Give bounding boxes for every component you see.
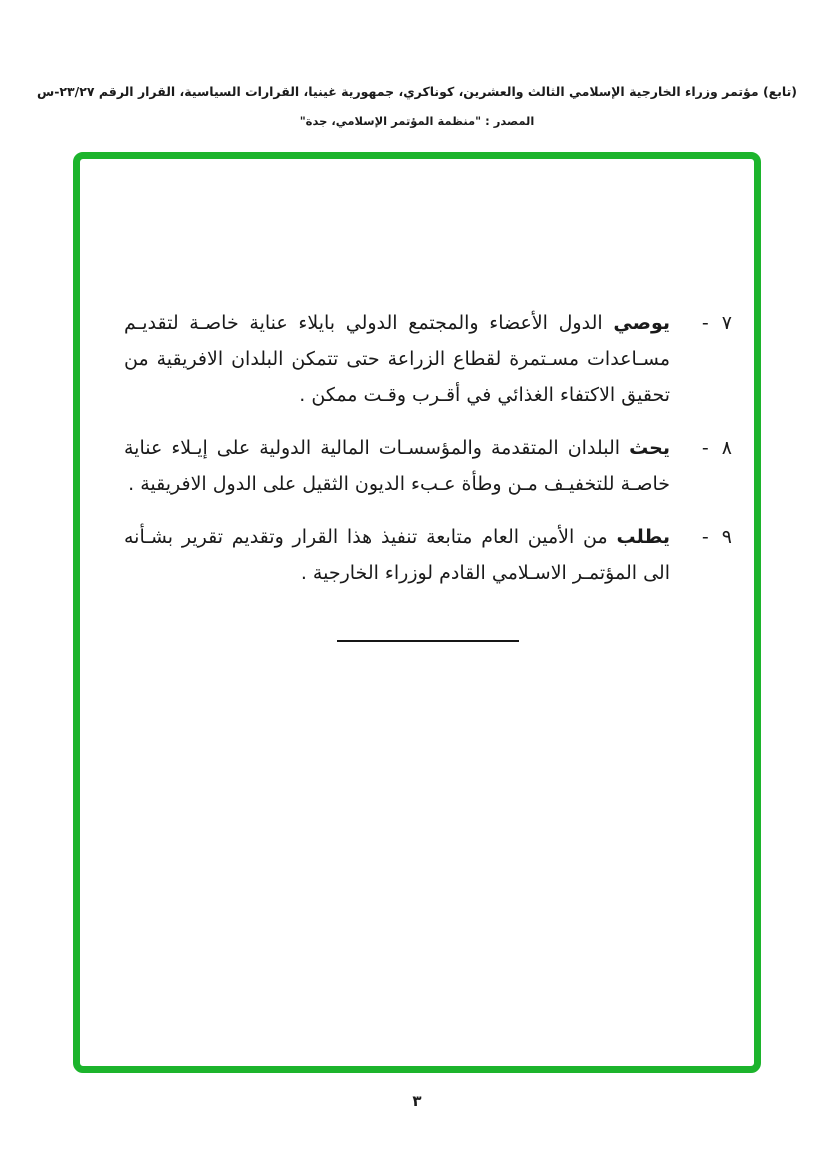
resolution-content [80, 159, 754, 1066]
paragraph-lead-word: يطلب [616, 526, 670, 548]
paragraph-text [124, 430, 670, 502]
paragraph-body: من الأمين العام متابعة تنفيذ هذا القرار وتقديم تقرير بشـأنه الى المؤتمـر الاسـلامي القادم لوزراء الخارجية . [124, 526, 670, 584]
paragraph-text [124, 305, 670, 413]
document-frame [73, 152, 761, 1073]
header-source-line: المصدر : "منظمة المؤتمر الإسلامي، جدة" [299, 114, 535, 128]
header-title-line: (تابع) مؤتمر وزراء الخارجية الإسلامي الثالث والعشرين، كوناكري، جمهورية غينيا، القرارات السياسية، القرار الرقم ٢٣/٢٧-س [36, 84, 798, 99]
paragraph-lead-word: يوصي [613, 312, 670, 334]
section-divider [337, 640, 519, 642]
paragraph-number: ٧ - [701, 312, 732, 334]
resolution-paragraph-9 [124, 519, 732, 591]
paragraph-number: ٩ - [701, 526, 732, 548]
paragraph-body: الدول الأعضاء والمجتمع الدولي بايلاء عناية خاصـة لتقديـم مسـاعدات مسـتمرة لقطاع الزراعة حتى تتمكن البلدان الافريقية من تحقيق الاكتفاء الغذائي في أقـرب وقـت ممكن . [124, 312, 670, 406]
paragraph-lead-word: يحث [629, 437, 671, 459]
paragraph-text [124, 519, 670, 591]
resolution-paragraph-8 [124, 430, 732, 502]
paragraph-body: البلدان المتقدمة والمؤسسـات المالية الدولية على إيـلاء عناية خاصـة للتخفيـف مـن وطأة عـبء الديون الثقيل على الدول الافريقية . [124, 437, 670, 495]
resolution-paragraph-7 [124, 305, 732, 413]
page-number: ٣ [412, 1092, 422, 1110]
paragraph-number: ٨ - [701, 437, 732, 459]
